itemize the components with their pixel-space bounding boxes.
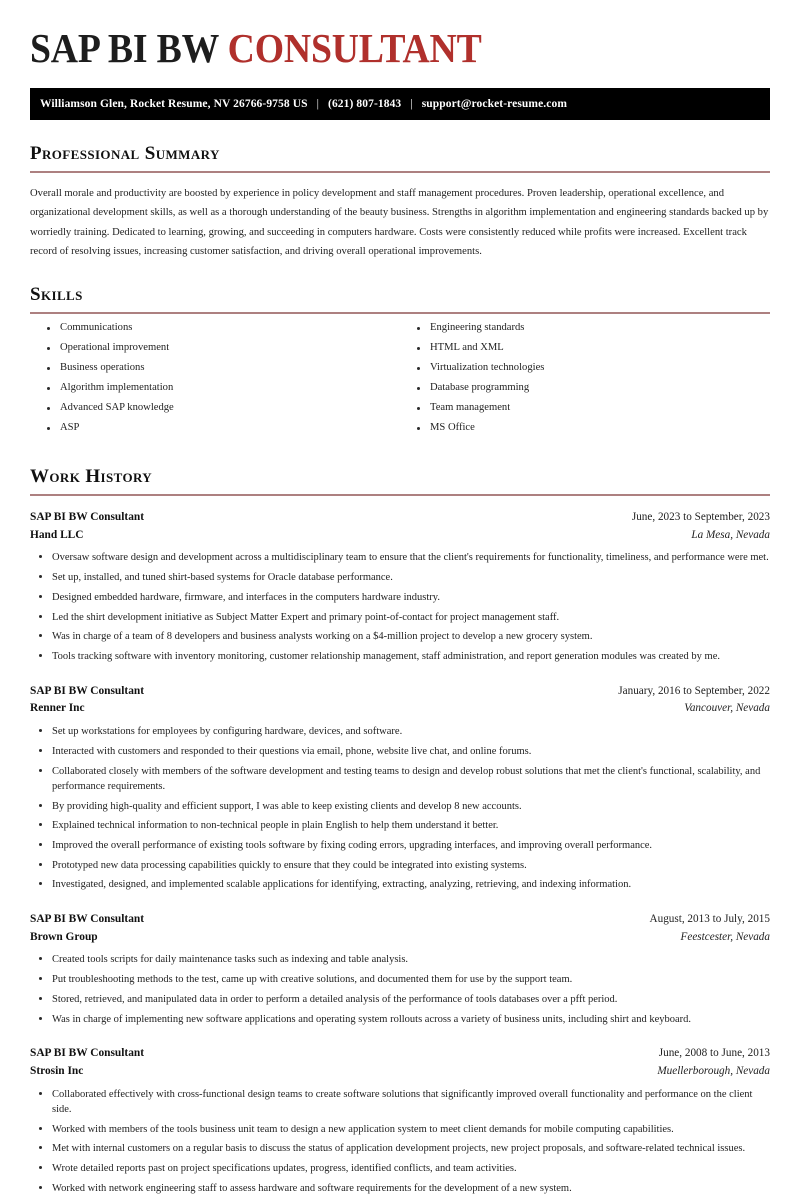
job-title: SAP BI BW Consultant xyxy=(30,684,145,697)
job-bullet-list xyxy=(30,1087,770,1200)
job-bullet: Collaborated effectively with cross-functional design teams to create software solutions that significantly improved overall functionality and performance on the client side. xyxy=(52,1087,770,1122)
section-professional-summary xyxy=(30,142,770,261)
contact-separator-2: | xyxy=(410,98,413,111)
job-bullet-list xyxy=(30,550,770,668)
job-entry xyxy=(30,683,770,897)
section-divider-skills xyxy=(30,312,770,314)
job-title: SAP BI BW Consultant xyxy=(30,1047,145,1060)
resume-title xyxy=(30,0,711,70)
job-location: La Mesa, Nevada xyxy=(691,528,770,541)
job-bullet: Set up workstations for employees by configuring hardware, devices, and software. xyxy=(52,724,770,744)
skill-item: HTML and XML xyxy=(430,343,770,363)
skill-item: Virtualization technologies xyxy=(430,363,770,383)
job-entry xyxy=(30,1045,770,1200)
job-bullet: Set up, installed, and tuned shirt-based systems for Oracle database performance. xyxy=(52,570,770,590)
job-bullet: Worked with members of the tools business unit team to design a new application system to meet client demands for mobile computing capabilities. xyxy=(52,1122,770,1142)
job-bullet: Explained technical information to non-technical people in plain English to help them understand it better. xyxy=(52,818,770,838)
contact-email[interactable]: support@rocket-resume.com xyxy=(421,98,568,111)
job-bullet: Worked with network engineering staff to assess hardware and software requirements for the development of a new system. xyxy=(52,1181,770,1200)
contact-details xyxy=(40,98,567,110)
job-bullet: Created tools scripts for daily maintenance tasks such as indexing and table analysis. xyxy=(52,952,770,972)
job-list xyxy=(30,509,770,1200)
skill-item: Algorithm implementation xyxy=(60,383,400,403)
job-bullet: Improved the overall performance of existing tools software by fixing coding errors, upgrading interfaces, and improving overall performance. xyxy=(52,838,770,858)
skills-columns xyxy=(30,323,770,444)
job-title-row xyxy=(30,911,770,929)
contact-separator-1: | xyxy=(316,98,320,111)
skills-list-left xyxy=(38,323,400,444)
job-bullet: By providing high-quality and efficient support, I was able to keep existing clients and develop 8 new accounts. xyxy=(52,799,770,819)
summary-paragraph: Overall morale and productivity are boosted by experience in policy development and staff management procedures. Proven leadership, operational excellence, and organizational development skills, as well as a thorough understanding of the beauty business. Strengths in algorithm implementation and engineering standards backed up by worriedly training. Dedicated to learning, growing, and succeeding in computers hardware. Costs were consistently reduced while profits were increased. Excellent track record of resolving issues, increasing customer satisfaction, and driving overall operational improvements. xyxy=(30,188,769,257)
job-bullet: Led the shirt development initiative as Subject Matter Expert and primary point-of-contact for project management staff. xyxy=(52,610,770,630)
job-location: Muellerborough, Nevada xyxy=(657,1065,770,1077)
job-company-row xyxy=(30,700,770,718)
job-bullet: Designed embedded hardware, firmware, and interfaces in the computers hardware industry. xyxy=(52,590,770,610)
job-bullet: Oversaw software design and development across a multidisciplinary team to ensure that the client's requirements for functionality, timeliness, and performance were met. xyxy=(52,550,770,570)
contact-phone[interactable]: (621) 807-1843 xyxy=(328,98,402,111)
contact-address: Williamson Glen, Rocket Resume, NV 26766-9758 US xyxy=(40,98,308,111)
contact-bar xyxy=(30,88,770,120)
skill-item: Business operations xyxy=(60,363,400,383)
section-skills xyxy=(30,283,770,443)
skill-item: MS Office xyxy=(430,423,770,443)
job-company-row xyxy=(30,1063,770,1081)
skill-item: Engineering standards xyxy=(430,323,770,343)
job-bullet: Put troubleshooting methods to the test, came up with creative solutions, and documented them for use by the support team. xyxy=(52,972,770,992)
skill-item: Operational improvement xyxy=(60,343,400,363)
job-bullet: Tools tracking software with inventory monitoring, customer relationship management, staff administration, and report generation modules was created by me. xyxy=(52,649,770,669)
job-bullet: Wrote detailed reports past on project specifications updates, progress, identified conflicts, and team activities. xyxy=(52,1161,770,1181)
skills-column-left xyxy=(30,323,400,444)
job-company: Brown Group xyxy=(30,930,98,943)
job-bullet-list xyxy=(30,952,770,1031)
job-dates: June, 2008 to June, 2013 xyxy=(658,1047,770,1060)
job-company: Hand LLC xyxy=(30,528,84,541)
job-company: Renner Inc xyxy=(30,702,85,715)
job-dates: August, 2013 to July, 2015 xyxy=(649,913,770,926)
skill-item: ASP xyxy=(60,423,400,443)
job-title: SAP BI BW Consultant xyxy=(30,913,145,926)
job-location: Feestcester, Nevada xyxy=(680,930,770,943)
job-bullet: Prototyped new data processing capabilities quickly to ensure that they could be integrated into existing systems. xyxy=(52,858,770,878)
job-bullet: Investigated, designed, and implemented scalable applications for identifying, extracting, analyzing, retrieving, and indexing information. xyxy=(52,877,770,897)
job-title-row xyxy=(30,509,770,527)
job-bullet: Was in charge of implementing new software applications and operating system rollouts across a variety of business units, including shirt and keyboard. xyxy=(52,1012,770,1032)
skills-column-right xyxy=(400,323,770,444)
skill-item: Communications xyxy=(60,323,400,343)
job-title-row xyxy=(30,683,770,701)
job-location: Vancouver, Nevada xyxy=(684,702,770,715)
title-accent-part: CONSULTANT xyxy=(227,25,482,71)
section-heading-skills: Skills xyxy=(30,284,83,306)
section-heading-work-history: Work History xyxy=(30,466,153,488)
skill-item: Database programming xyxy=(430,383,770,403)
section-divider-work-history xyxy=(30,494,770,496)
job-bullet: Interacted with customers and responded to their questions via email, phone, website live chat, and online forums. xyxy=(52,744,770,764)
job-title-row xyxy=(30,1045,770,1063)
skill-item: Advanced SAP knowledge xyxy=(60,403,400,423)
job-entry xyxy=(30,509,770,669)
title-first-part: SAP BI BW xyxy=(30,25,219,71)
section-divider-summary xyxy=(30,171,770,173)
job-bullet: Was in charge of a team of 8 developers and business analysts working on a $4-million project to develop a new grocery system. xyxy=(52,629,770,649)
section-heading-summary: Professional Summary xyxy=(30,143,220,165)
job-bullet: Stored, retrieved, and manipulated data in order to perform a detailed analysis of the performance of tools databases over a pfft period. xyxy=(52,992,770,1012)
job-dates: June, 2023 to September, 2023 xyxy=(631,511,770,524)
job-title: SAP BI BW Consultant xyxy=(30,511,145,524)
job-bullet: Collaborated closely with members of the software development and testing teams to design and develop robust solutions that met the client's functional, scalability, and performance requirements. xyxy=(52,764,770,799)
job-company-row xyxy=(30,929,770,947)
job-entry xyxy=(30,911,770,1031)
section-work-history xyxy=(30,465,770,1200)
job-company: Strosin Inc xyxy=(30,1065,84,1077)
skill-item: Team management xyxy=(430,403,770,423)
job-dates: January, 2016 to September, 2022 xyxy=(618,684,770,697)
job-bullet: Met with internal customers on a regular basis to discuss the status of application development projects, new project proposals, and software-related technical issues. xyxy=(52,1141,770,1161)
job-company-row xyxy=(30,527,770,545)
skills-list-right xyxy=(408,323,770,444)
job-bullet-list xyxy=(30,724,770,897)
